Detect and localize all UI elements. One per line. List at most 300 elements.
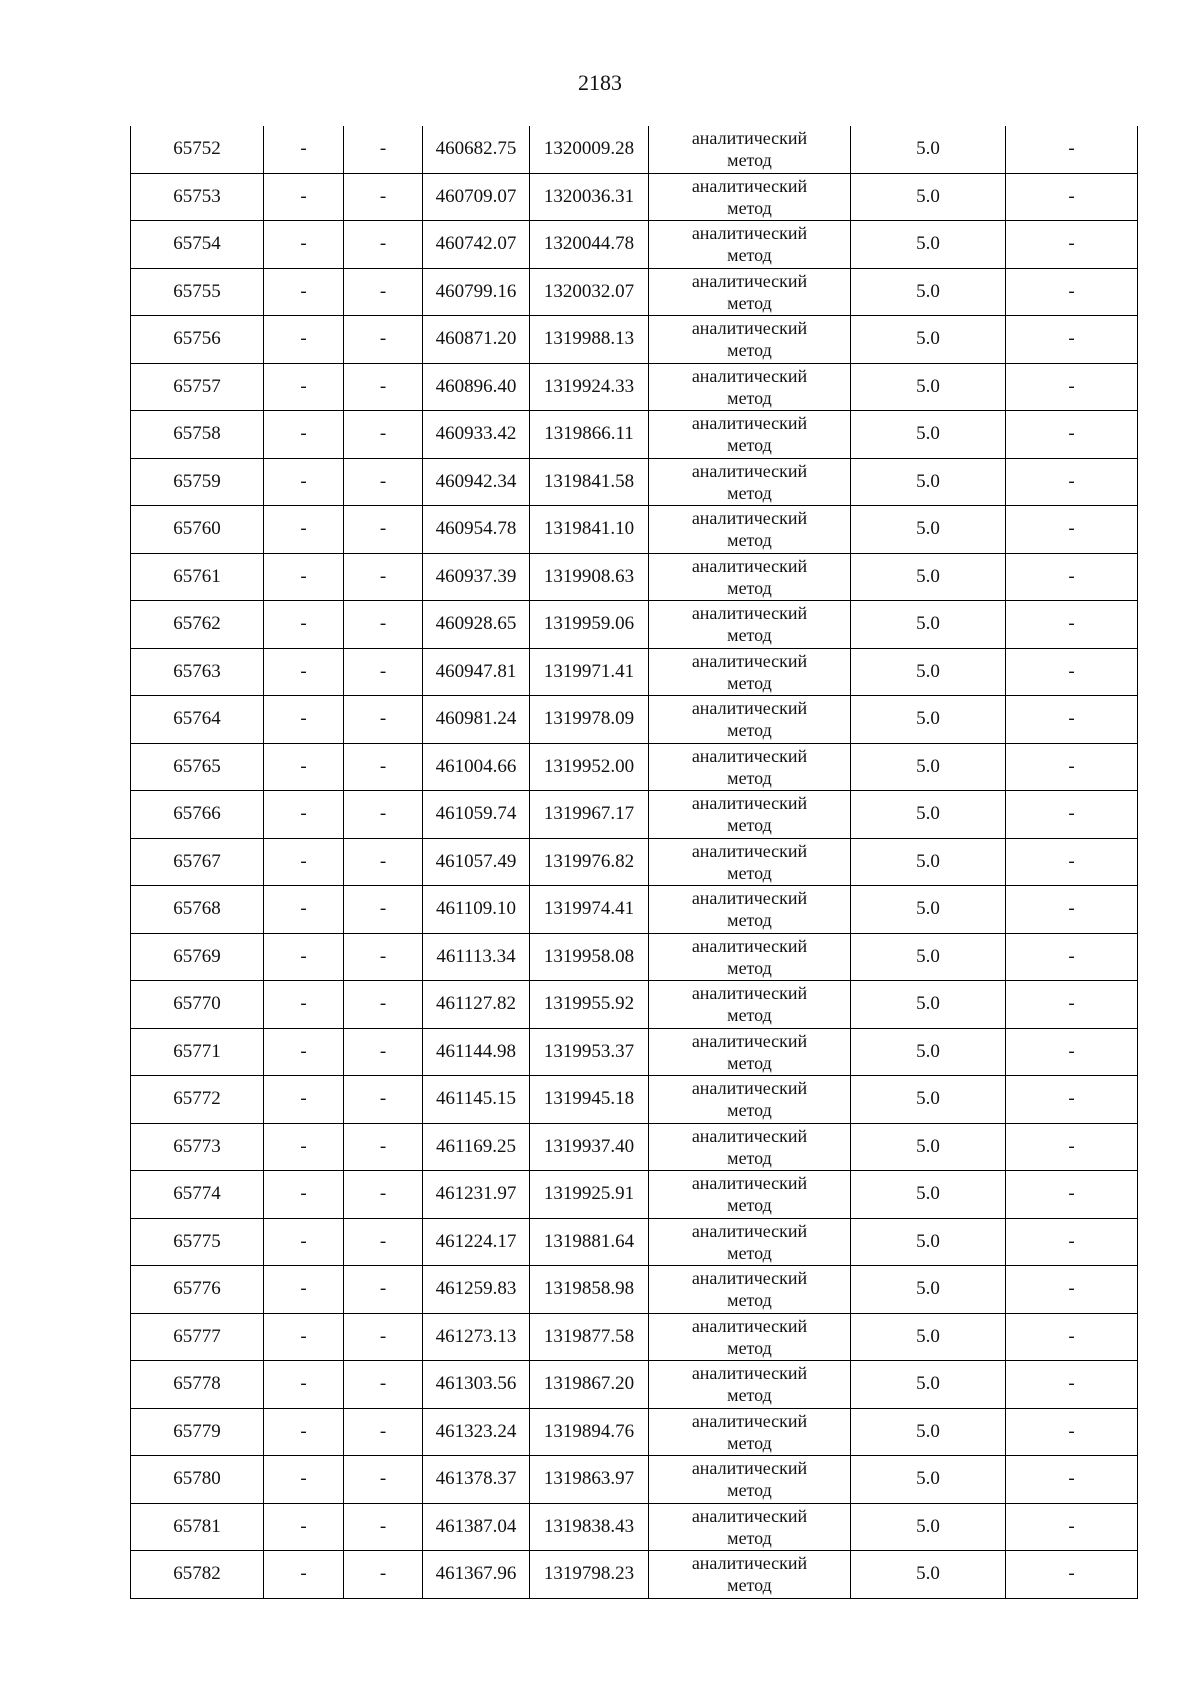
note-cell: - bbox=[1006, 696, 1138, 744]
y-coordinate-cell: 1320044.78 bbox=[530, 221, 649, 269]
accuracy-cell: 5.0 bbox=[851, 363, 1006, 411]
table-row bbox=[131, 1408, 1138, 1456]
table-row bbox=[131, 1313, 1138, 1361]
empty-value-cell: - bbox=[344, 1028, 423, 1076]
empty-value-cell: - bbox=[264, 1171, 344, 1219]
point-id-cell: 65763 bbox=[131, 648, 264, 696]
table-row bbox=[131, 221, 1138, 269]
empty-value-cell: - bbox=[264, 743, 344, 791]
empty-value-cell: - bbox=[344, 268, 423, 316]
empty-value-cell: - bbox=[344, 1551, 423, 1599]
note-cell: - bbox=[1006, 1123, 1138, 1171]
method-cell bbox=[649, 1503, 851, 1551]
method-line-2: метод bbox=[727, 387, 772, 408]
empty-value-cell: - bbox=[264, 838, 344, 886]
empty-value-cell: - bbox=[264, 1551, 344, 1599]
point-id-cell: 65772 bbox=[131, 1076, 264, 1124]
empty-value-cell: - bbox=[344, 601, 423, 649]
y-coordinate-cell: 1319881.64 bbox=[530, 1218, 649, 1266]
note-cell: - bbox=[1006, 1028, 1138, 1076]
y-coordinate-cell: 1319937.40 bbox=[530, 1123, 649, 1171]
empty-value-cell: - bbox=[344, 696, 423, 744]
empty-value-cell: - bbox=[344, 1266, 423, 1314]
table-row bbox=[131, 553, 1138, 601]
table-row bbox=[131, 506, 1138, 554]
method-line-2: метод bbox=[727, 1480, 772, 1501]
method-cell bbox=[649, 411, 851, 459]
method-cell bbox=[649, 838, 851, 886]
note-cell: - bbox=[1006, 838, 1138, 886]
method-line-2: метод bbox=[727, 1575, 772, 1596]
accuracy-cell: 5.0 bbox=[851, 458, 1006, 506]
note-cell: - bbox=[1006, 506, 1138, 554]
method-cell bbox=[649, 648, 851, 696]
x-coordinate-cell: 460742.07 bbox=[423, 221, 530, 269]
x-coordinate-cell: 461259.83 bbox=[423, 1266, 530, 1314]
method-line-2: метод bbox=[727, 1052, 772, 1073]
point-id-cell: 65766 bbox=[131, 791, 264, 839]
method-line-1: аналитический bbox=[691, 698, 808, 719]
table-row bbox=[131, 1551, 1138, 1599]
point-id-cell: 65773 bbox=[131, 1123, 264, 1171]
empty-value-cell: - bbox=[264, 221, 344, 269]
note-cell: - bbox=[1006, 743, 1138, 791]
method-cell bbox=[649, 1408, 851, 1456]
method-cell bbox=[649, 221, 851, 269]
method-line-1: аналитический bbox=[691, 1410, 808, 1431]
method-line-1: аналитический bbox=[691, 888, 808, 909]
point-id-cell: 65767 bbox=[131, 838, 264, 886]
method-cell bbox=[649, 363, 851, 411]
y-coordinate-cell: 1319798.23 bbox=[530, 1551, 649, 1599]
table-row bbox=[131, 791, 1138, 839]
method-cell bbox=[649, 268, 851, 316]
method-line-2: метод bbox=[727, 482, 772, 503]
method-cell bbox=[649, 743, 851, 791]
method-line-1: аналитический bbox=[691, 1268, 808, 1289]
point-id-cell: 65761 bbox=[131, 553, 264, 601]
y-coordinate-cell: 1319953.37 bbox=[530, 1028, 649, 1076]
point-id-cell: 65782 bbox=[131, 1551, 264, 1599]
point-id-cell: 65779 bbox=[131, 1408, 264, 1456]
table-row bbox=[131, 601, 1138, 649]
empty-value-cell: - bbox=[264, 791, 344, 839]
note-cell: - bbox=[1006, 1456, 1138, 1504]
empty-value-cell: - bbox=[264, 411, 344, 459]
point-id-cell: 65758 bbox=[131, 411, 264, 459]
empty-value-cell: - bbox=[344, 316, 423, 364]
table-row bbox=[131, 268, 1138, 316]
y-coordinate-cell: 1319863.97 bbox=[530, 1456, 649, 1504]
x-coordinate-cell: 460896.40 bbox=[423, 363, 530, 411]
note-cell: - bbox=[1006, 458, 1138, 506]
y-coordinate-cell: 1319978.09 bbox=[530, 696, 649, 744]
empty-value-cell: - bbox=[264, 1313, 344, 1361]
empty-value-cell: - bbox=[264, 553, 344, 601]
x-coordinate-cell: 461004.66 bbox=[423, 743, 530, 791]
method-line-2: метод bbox=[727, 672, 772, 693]
empty-value-cell: - bbox=[344, 411, 423, 459]
accuracy-cell: 5.0 bbox=[851, 838, 1006, 886]
y-coordinate-cell: 1320009.28 bbox=[530, 126, 649, 173]
empty-value-cell: - bbox=[264, 1503, 344, 1551]
method-line-1: аналитический bbox=[691, 650, 808, 671]
method-cell bbox=[649, 1123, 851, 1171]
method-line-2: метод bbox=[727, 197, 772, 218]
point-id-cell: 65764 bbox=[131, 696, 264, 744]
x-coordinate-cell: 461127.82 bbox=[423, 981, 530, 1029]
method-line-1: аналитический bbox=[691, 318, 808, 339]
y-coordinate-cell: 1320036.31 bbox=[530, 173, 649, 221]
x-coordinate-cell: 461057.49 bbox=[423, 838, 530, 886]
note-cell: - bbox=[1006, 268, 1138, 316]
method-cell bbox=[649, 458, 851, 506]
accuracy-cell: 5.0 bbox=[851, 981, 1006, 1029]
table-row bbox=[131, 1361, 1138, 1409]
method-line-2: метод bbox=[727, 577, 772, 598]
method-cell bbox=[649, 601, 851, 649]
accuracy-cell: 5.0 bbox=[851, 601, 1006, 649]
note-cell: - bbox=[1006, 1503, 1138, 1551]
note-cell: - bbox=[1006, 1551, 1138, 1599]
point-id-cell: 65775 bbox=[131, 1218, 264, 1266]
empty-value-cell: - bbox=[264, 933, 344, 981]
method-cell bbox=[649, 1171, 851, 1219]
method-line-1: аналитический bbox=[691, 603, 808, 624]
point-id-cell: 65755 bbox=[131, 268, 264, 316]
note-cell: - bbox=[1006, 886, 1138, 934]
method-line-2: метод bbox=[727, 245, 772, 266]
method-line-1: аналитический bbox=[691, 460, 808, 481]
table-row bbox=[131, 981, 1138, 1029]
method-cell bbox=[649, 1361, 851, 1409]
method-cell bbox=[649, 886, 851, 934]
table-row bbox=[131, 886, 1138, 934]
method-line-1: аналитический bbox=[691, 1505, 808, 1526]
x-coordinate-cell: 460933.42 bbox=[423, 411, 530, 459]
accuracy-cell: 5.0 bbox=[851, 221, 1006, 269]
table-row bbox=[131, 1123, 1138, 1171]
x-coordinate-cell: 461367.96 bbox=[423, 1551, 530, 1599]
coordinates-table bbox=[130, 126, 1138, 1599]
method-cell bbox=[649, 1028, 851, 1076]
empty-value-cell: - bbox=[344, 1076, 423, 1124]
y-coordinate-cell: 1319867.20 bbox=[530, 1361, 649, 1409]
method-line-1: аналитический bbox=[691, 983, 808, 1004]
accuracy-cell: 5.0 bbox=[851, 1551, 1006, 1599]
accuracy-cell: 5.0 bbox=[851, 1028, 1006, 1076]
table-row bbox=[131, 838, 1138, 886]
method-line-2: метод bbox=[727, 1337, 772, 1358]
method-cell bbox=[649, 126, 851, 173]
method-line-1: аналитический bbox=[691, 1363, 808, 1384]
empty-value-cell: - bbox=[344, 173, 423, 221]
method-line-2: метод bbox=[727, 292, 772, 313]
note-cell: - bbox=[1006, 1361, 1138, 1409]
y-coordinate-cell: 1319988.13 bbox=[530, 316, 649, 364]
table-body bbox=[131, 126, 1138, 1598]
method-line-1: аналитический bbox=[691, 1173, 808, 1194]
method-cell bbox=[649, 1313, 851, 1361]
point-id-cell: 65776 bbox=[131, 1266, 264, 1314]
method-line-1: аналитический bbox=[691, 935, 808, 956]
method-line-1: аналитический bbox=[691, 1078, 808, 1099]
table-row bbox=[131, 1266, 1138, 1314]
point-id-cell: 65770 bbox=[131, 981, 264, 1029]
accuracy-cell: 5.0 bbox=[851, 1218, 1006, 1266]
accuracy-cell: 5.0 bbox=[851, 696, 1006, 744]
method-line-1: аналитический bbox=[691, 508, 808, 529]
point-id-cell: 65757 bbox=[131, 363, 264, 411]
method-cell bbox=[649, 553, 851, 601]
accuracy-cell: 5.0 bbox=[851, 1171, 1006, 1219]
method-line-2: метод bbox=[727, 1147, 772, 1168]
empty-value-cell: - bbox=[344, 1361, 423, 1409]
empty-value-cell: - bbox=[264, 268, 344, 316]
accuracy-cell: 5.0 bbox=[851, 126, 1006, 173]
method-line-2: метод bbox=[727, 530, 772, 551]
method-line-2: метод bbox=[727, 1242, 772, 1263]
empty-value-cell: - bbox=[264, 1218, 344, 1266]
x-coordinate-cell: 460799.16 bbox=[423, 268, 530, 316]
method-line-2: метод bbox=[727, 1195, 772, 1216]
note-cell: - bbox=[1006, 316, 1138, 364]
y-coordinate-cell: 1320032.07 bbox=[530, 268, 649, 316]
y-coordinate-cell: 1319924.33 bbox=[530, 363, 649, 411]
page-number: 2183 bbox=[578, 70, 622, 95]
method-line-1: аналитический bbox=[691, 555, 808, 576]
empty-value-cell: - bbox=[344, 743, 423, 791]
point-id-cell: 65771 bbox=[131, 1028, 264, 1076]
empty-value-cell: - bbox=[344, 981, 423, 1029]
accuracy-cell: 5.0 bbox=[851, 791, 1006, 839]
y-coordinate-cell: 1319945.18 bbox=[530, 1076, 649, 1124]
table-row bbox=[131, 743, 1138, 791]
accuracy-cell: 5.0 bbox=[851, 268, 1006, 316]
x-coordinate-cell: 461303.56 bbox=[423, 1361, 530, 1409]
accuracy-cell: 5.0 bbox=[851, 411, 1006, 459]
method-line-2: метод bbox=[727, 1527, 772, 1548]
x-coordinate-cell: 460937.39 bbox=[423, 553, 530, 601]
y-coordinate-cell: 1319971.41 bbox=[530, 648, 649, 696]
method-cell bbox=[649, 1456, 851, 1504]
y-coordinate-cell: 1319841.58 bbox=[530, 458, 649, 506]
point-id-cell: 65760 bbox=[131, 506, 264, 554]
note-cell: - bbox=[1006, 601, 1138, 649]
y-coordinate-cell: 1319866.11 bbox=[530, 411, 649, 459]
table-row bbox=[131, 1171, 1138, 1219]
empty-value-cell: - bbox=[344, 126, 423, 173]
note-cell: - bbox=[1006, 1313, 1138, 1361]
accuracy-cell: 5.0 bbox=[851, 1408, 1006, 1456]
empty-value-cell: - bbox=[344, 1123, 423, 1171]
y-coordinate-cell: 1319877.58 bbox=[530, 1313, 649, 1361]
table-row bbox=[131, 126, 1138, 173]
method-cell bbox=[649, 1218, 851, 1266]
method-line-2: метод bbox=[727, 767, 772, 788]
table-row bbox=[131, 1503, 1138, 1551]
method-line-1: аналитический bbox=[691, 745, 808, 766]
method-line-2: метод bbox=[727, 957, 772, 978]
empty-value-cell: - bbox=[344, 221, 423, 269]
table-row bbox=[131, 1456, 1138, 1504]
x-coordinate-cell: 460709.07 bbox=[423, 173, 530, 221]
point-id-cell: 65753 bbox=[131, 173, 264, 221]
point-id-cell: 65781 bbox=[131, 1503, 264, 1551]
empty-value-cell: - bbox=[264, 696, 344, 744]
table-row bbox=[131, 363, 1138, 411]
accuracy-cell: 5.0 bbox=[851, 743, 1006, 791]
method-line-2: метод bbox=[727, 435, 772, 456]
note-cell: - bbox=[1006, 553, 1138, 601]
empty-value-cell: - bbox=[344, 1503, 423, 1551]
method-line-2: метод bbox=[727, 1100, 772, 1121]
empty-value-cell: - bbox=[264, 316, 344, 364]
method-line-1: аналитический bbox=[691, 128, 808, 149]
point-id-cell: 65769 bbox=[131, 933, 264, 981]
accuracy-cell: 5.0 bbox=[851, 933, 1006, 981]
method-cell bbox=[649, 1266, 851, 1314]
accuracy-cell: 5.0 bbox=[851, 1313, 1006, 1361]
method-cell bbox=[649, 316, 851, 364]
empty-value-cell: - bbox=[264, 1123, 344, 1171]
x-coordinate-cell: 461231.97 bbox=[423, 1171, 530, 1219]
method-line-2: метод bbox=[727, 720, 772, 741]
point-id-cell: 65754 bbox=[131, 221, 264, 269]
method-line-1: аналитический bbox=[691, 270, 808, 291]
method-line-1: аналитический bbox=[691, 793, 808, 814]
accuracy-cell: 5.0 bbox=[851, 1503, 1006, 1551]
empty-value-cell: - bbox=[344, 506, 423, 554]
note-cell: - bbox=[1006, 173, 1138, 221]
method-cell bbox=[649, 173, 851, 221]
empty-value-cell: - bbox=[344, 1456, 423, 1504]
accuracy-cell: 5.0 bbox=[851, 506, 1006, 554]
empty-value-cell: - bbox=[264, 126, 344, 173]
method-line-1: аналитический bbox=[691, 365, 808, 386]
y-coordinate-cell: 1319894.76 bbox=[530, 1408, 649, 1456]
method-cell bbox=[649, 1551, 851, 1599]
x-coordinate-cell: 461145.15 bbox=[423, 1076, 530, 1124]
y-coordinate-cell: 1319976.82 bbox=[530, 838, 649, 886]
note-cell: - bbox=[1006, 1076, 1138, 1124]
empty-value-cell: - bbox=[264, 363, 344, 411]
x-coordinate-cell: 460682.75 bbox=[423, 126, 530, 173]
empty-value-cell: - bbox=[264, 981, 344, 1029]
y-coordinate-cell: 1319974.41 bbox=[530, 886, 649, 934]
accuracy-cell: 5.0 bbox=[851, 1076, 1006, 1124]
y-coordinate-cell: 1319955.92 bbox=[530, 981, 649, 1029]
accuracy-cell: 5.0 bbox=[851, 316, 1006, 364]
table-row bbox=[131, 1028, 1138, 1076]
method-line-1: аналитический bbox=[691, 1553, 808, 1574]
table-row bbox=[131, 933, 1138, 981]
method-cell bbox=[649, 506, 851, 554]
x-coordinate-cell: 461109.10 bbox=[423, 886, 530, 934]
method-line-2: метод bbox=[727, 1290, 772, 1311]
table-row bbox=[131, 696, 1138, 744]
accuracy-cell: 5.0 bbox=[851, 1123, 1006, 1171]
table-row bbox=[131, 1218, 1138, 1266]
x-coordinate-cell: 460954.78 bbox=[423, 506, 530, 554]
method-cell bbox=[649, 696, 851, 744]
table-row bbox=[131, 458, 1138, 506]
point-id-cell: 65762 bbox=[131, 601, 264, 649]
point-id-cell: 65752 bbox=[131, 126, 264, 173]
empty-value-cell: - bbox=[344, 1171, 423, 1219]
point-id-cell: 65759 bbox=[131, 458, 264, 506]
empty-value-cell: - bbox=[344, 1313, 423, 1361]
x-coordinate-cell: 461323.24 bbox=[423, 1408, 530, 1456]
y-coordinate-cell: 1319952.00 bbox=[530, 743, 649, 791]
method-line-2: метод bbox=[727, 1432, 772, 1453]
method-cell bbox=[649, 981, 851, 1029]
accuracy-cell: 5.0 bbox=[851, 553, 1006, 601]
note-cell: - bbox=[1006, 221, 1138, 269]
empty-value-cell: - bbox=[264, 1266, 344, 1314]
x-coordinate-cell: 461169.25 bbox=[423, 1123, 530, 1171]
x-coordinate-cell: 461113.34 bbox=[423, 933, 530, 981]
empty-value-cell: - bbox=[344, 553, 423, 601]
empty-value-cell: - bbox=[344, 838, 423, 886]
method-line-1: аналитический bbox=[691, 840, 808, 861]
empty-value-cell: - bbox=[264, 601, 344, 649]
x-coordinate-cell: 461378.37 bbox=[423, 1456, 530, 1504]
y-coordinate-cell: 1319959.06 bbox=[530, 601, 649, 649]
method-cell bbox=[649, 1076, 851, 1124]
y-coordinate-cell: 1319858.98 bbox=[530, 1266, 649, 1314]
x-coordinate-cell: 461144.98 bbox=[423, 1028, 530, 1076]
method-line-1: аналитический bbox=[691, 413, 808, 434]
y-coordinate-cell: 1319967.17 bbox=[530, 791, 649, 839]
method-line-1: аналитический bbox=[691, 175, 808, 196]
method-cell bbox=[649, 791, 851, 839]
empty-value-cell: - bbox=[264, 458, 344, 506]
method-line-2: метод bbox=[727, 150, 772, 171]
point-id-cell: 65756 bbox=[131, 316, 264, 364]
x-coordinate-cell: 461387.04 bbox=[423, 1503, 530, 1551]
method-line-1: аналитический bbox=[691, 1458, 808, 1479]
note-cell: - bbox=[1006, 648, 1138, 696]
method-line-1: аналитический bbox=[691, 1125, 808, 1146]
method-line-2: метод bbox=[727, 1385, 772, 1406]
y-coordinate-cell: 1319958.08 bbox=[530, 933, 649, 981]
x-coordinate-cell: 460871.20 bbox=[423, 316, 530, 364]
empty-value-cell: - bbox=[344, 363, 423, 411]
note-cell: - bbox=[1006, 1218, 1138, 1266]
method-line-2: метод bbox=[727, 340, 772, 361]
x-coordinate-cell: 460928.65 bbox=[423, 601, 530, 649]
accuracy-cell: 5.0 bbox=[851, 886, 1006, 934]
method-line-2: метод bbox=[727, 1005, 772, 1026]
accuracy-cell: 5.0 bbox=[851, 648, 1006, 696]
table-row bbox=[131, 1076, 1138, 1124]
point-id-cell: 65774 bbox=[131, 1171, 264, 1219]
y-coordinate-cell: 1319925.91 bbox=[530, 1171, 649, 1219]
table-row bbox=[131, 316, 1138, 364]
note-cell: - bbox=[1006, 1266, 1138, 1314]
method-line-2: метод bbox=[727, 910, 772, 931]
note-cell: - bbox=[1006, 363, 1138, 411]
empty-value-cell: - bbox=[344, 886, 423, 934]
point-id-cell: 65778 bbox=[131, 1361, 264, 1409]
point-id-cell: 65765 bbox=[131, 743, 264, 791]
table-row bbox=[131, 411, 1138, 459]
point-id-cell: 65768 bbox=[131, 886, 264, 934]
point-id-cell: 65780 bbox=[131, 1456, 264, 1504]
method-line-2: метод bbox=[727, 862, 772, 883]
y-coordinate-cell: 1319841.10 bbox=[530, 506, 649, 554]
